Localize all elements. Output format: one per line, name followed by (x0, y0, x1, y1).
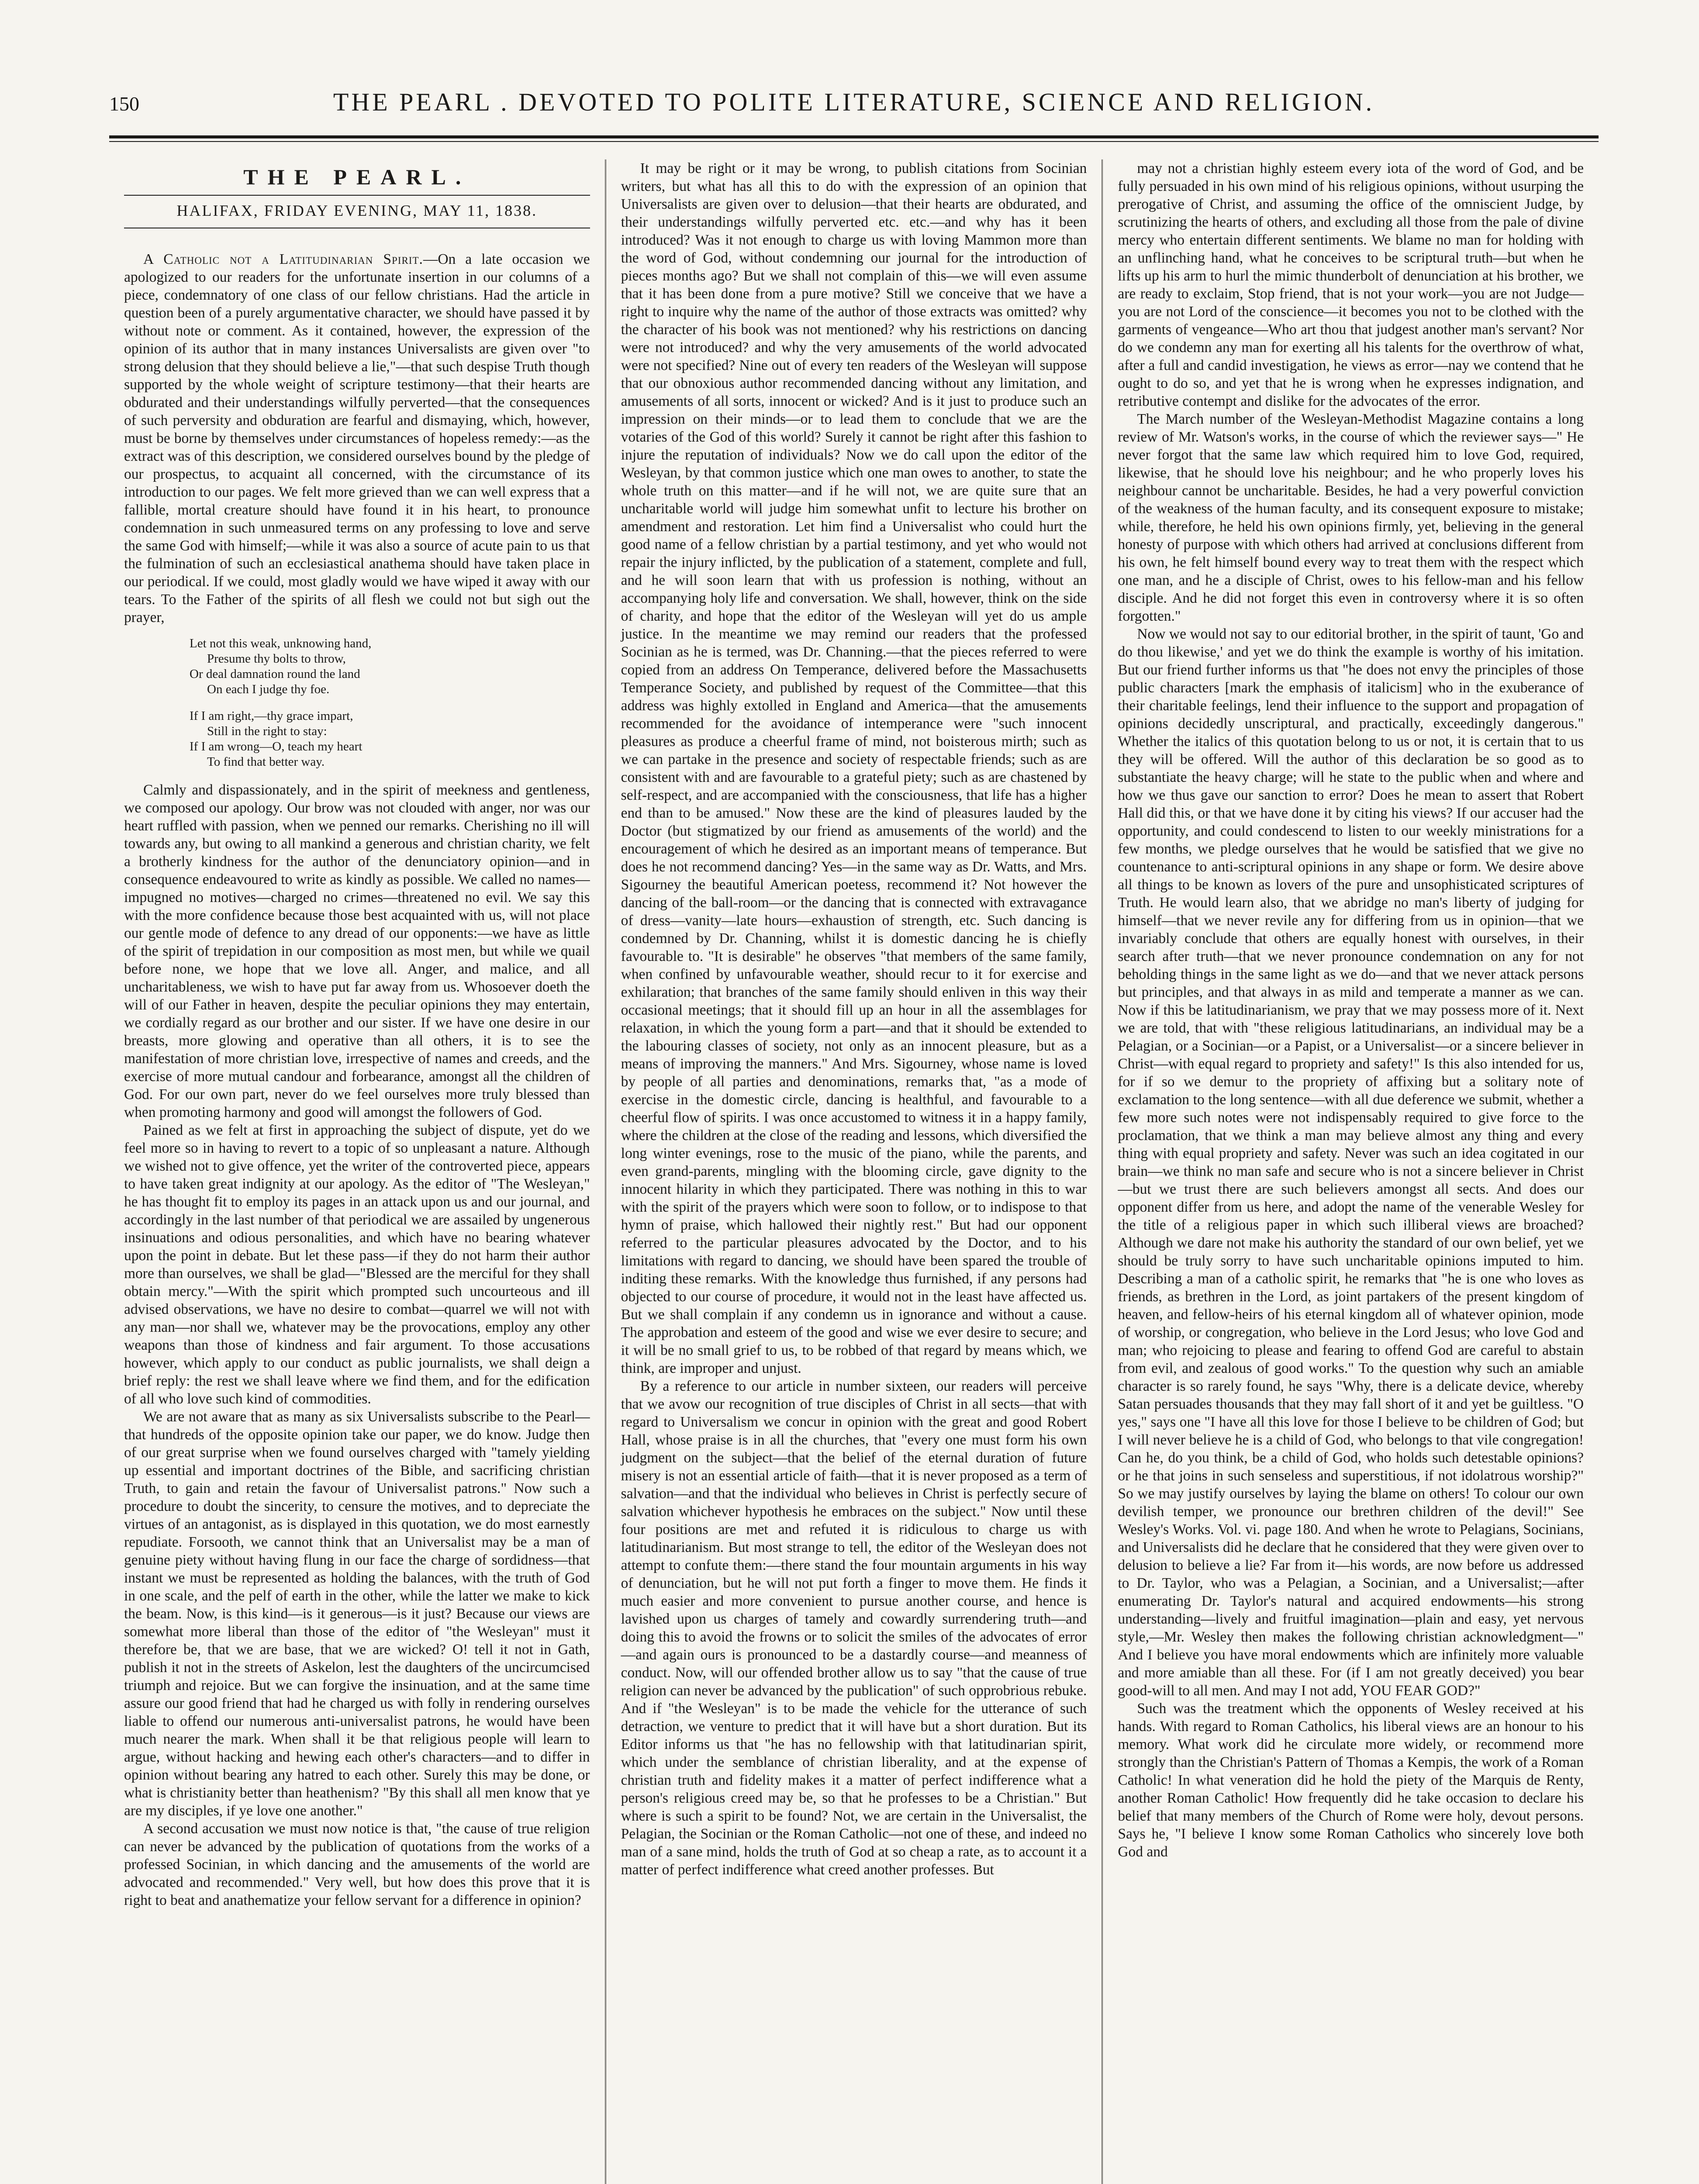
column-right (1102, 159, 1599, 2184)
page-number: 150 (109, 93, 139, 115)
article-paragraph: Calmly and dispassionately, and in the spirit of meekness and gentleness, we composed our apology. Our brow was not clouded with anger, nor was our heart ruffled with passion, when we penned our remarks. Cherishing no ill will towards any, but owing to all mankind a generous and christian charity, we felt a brotherly kindness for the author of the denunciatory opinion—and in consequence endeavoured to write as kindly as possible. We called no names—impugned no motives—charged no crimes—threatened no evil. We say this with the more confidence because those best acquainted with us, will not place our gentle mode of defence to any dread of our opponents:—we have as little of the spirit of trepidation in our composition as most men, but while we quail before none, we hope that we love all. Anger, and malice, and all uncharitableness, we wish to have put far away from us. Whosoever doeth the will of our Father in heaven, despite the peculiar opinions they may entertain, we cordially regard as our brother and our sister. If we have one desire in our breasts, more glowing and operative than all others, it is to see the manifestation of more christian love, irrespective of names and creeds, and the exercise of more mutual candour and forbearance, amongst all the children of God. For our own part, never do we feel ourselves more truly blessed than when promoting harmony and good will amongst the followers of God. (124, 782, 590, 1120)
running-title: THE PEARL . DEVOTED TO POLITE LITERATURE, SCIENCE AND RELIGION. (333, 88, 1375, 116)
columns (109, 159, 1599, 2184)
article-paragraph: Pained as we felt at first in approaching the subject of dispute, yet do we feel more so in having to revert to a topic of so unpleasant a nature. Although we wished not to give offence, yet the writer of the controverted piece, appears to have taken great indignity at our apology. As the editor of "The Wesleyan," he has thought fit to employ its pages in an attack upon us and our journal, and accordingly in the last number of that periodical we are assailed by ungenerous insinuations and odious personalities, and which have no bearing whatever upon the point in debate. But let these pass—if they do not harm their author more than ourselves, we shall be glad—"Blessed are the merciful for they shall obtain mercy."—With the spirit which prompted such uncourteous and ill advised observations, we have no desire to combat—quarrel we will not with any man—nor shall we, whatever may be the provocations, employ any other weapons than those of kindness and fair argument. To those accusations however, which apply to our conduct as public journalists, we shall deign a brief reply: the rest we shall leave where we find them, and for the edification of all who love such kind of commodities. (124, 1122, 590, 1407)
article-paragraph: Such was the treatment which the opponents of Wesley received at his hands. With regard to Roman Catholics, his liberal views are an honour to his memory. What work did he circulate more widely, or recommend more strongly than the Christian's Pattern of Thomas a Kempis, the work of a Roman Catholic! In what veneration did he hold the piety of the Marquis de Renty, another Roman Catholic! How frequently did he take occasion to declare his belief that many members of the Church of Rome were holy, devout persons. Says he, "I believe I know some Roman Catholics who sincerely love both God and (1118, 1700, 1584, 1860)
verse-line: To find that better way. (207, 755, 325, 769)
column-middle (605, 159, 1102, 2184)
article-catholic-spirit-p1 (124, 250, 590, 626)
verse-quotation (190, 636, 590, 770)
verse-stanza-break (190, 697, 590, 708)
verse-line: Presume thy bolts to throw, (207, 652, 346, 666)
dateline: HALIFAX, FRIDAY EVENING, MAY 11, 1838. (124, 195, 590, 228)
masthead-title: THE PEARL. (243, 165, 471, 189)
verse-line: Still in the right to stay: (207, 724, 327, 738)
verse-line: If I am right,—thy grace impart, (190, 709, 353, 723)
article-paragraph: We are not aware that as many as six Universalists subscribe to the Pearl—that hundreds of the opposite opinion take our paper, we do know. Judge then of our great surprise when we found ourselves charged with "tamely yielding up essential and important doctrines of the Bible, and sacrificing christian Truth, to gain and retain the favour of Universalist patrons." Now such a procedure to doubt the sincerity, to censure the motives, and to depreciate the virtues of an antagonist, as is displayed in this quotation, we do most earnestly repudiate. Forsooth, we cannot think that an Universalist may be a man of genuine piety without having flung in our face the charge of sordidness—that instant we must be represented as holding the balances, with the truth of God in one scale, and the pelf of earth in the other, while the latter we make to kick the beam. Now, is this kind—is it generous—is it just? Because our views are somewhat more liberal than those of the editor of "the Wesleyan" must it therefore be, that we are base, that we are wicked? O! tell it not in Gath, publish it not in the streets of Askelon, lest the daughters of the uncircumcised triumph and rejoice. But we can forgive the insinuation, and at the same time assure our good friend that had he charged us with folly in rendering ourselves liable to offend our numerous anti-universalist patrons, he would have been much nearer the mark. When shall it be that religious people will learn to argue, without hacking and hewing each other's characters—and to differ in opinion without bearing any hatred to each other. Surely this may be done, or what is christianity better than heathenism? "By this shall all men know that ye are my disciples, if ye love one another." (124, 1409, 590, 1819)
article-paragraph: Now we would not say to our editorial brother, in the spirit of taunt, 'Go and do thou likewise,' and yet we do think the example is worthy of his imitation. But our friend further informs us that "he does not envy the principles of those public characters [mark the emphasis of italicism] who in the exuberance of their charitable feelings, lend their influence to the support and propagation of opinions decidedly unscriptural, and practically, exceedingly dangerous." Whether the italics of this quotation belong to us or not, it is certain that to us they will be offered. Will the author of this declaration be so good as to substantiate the heavy charge; will he state to the public when and where and how we thus gave our sanction to error? Does he mean to assert that Robert Hall did this, or that we have done it by citing his views? If our accuser had the opportunity, and could condescend to listen to our weekly ministrations for a few months, we pledge ourselves that he would be satisfied that we give no countenance to anti-scriptural opinions in any shape or form. We desire above all things to be known as lovers of the pure and unsophisticated scriptures of Truth. He would learn also, that we abridge no man's liberty of judging for himself—that we never revile any for differing from us in opinion—that we invariably conclude that others are equally honest with ourselves, in their search after truth—that we never pronounce condemnation on any for not beholding things in the same light as we do—and that we never attack persons but principles, and that always in as mild and temperate a manner as we can. Now if this be latitudinarianism, we pray that we may possess more of it. Next we are told, that with "these religious latitudinarians, an individual may be a Pelagian, or a Socinian—or a Papist, or a Universalist—or a sincere believer in Christ—with equal regard to propriety and safety!" Is this also intended for us, for if so we demur to the propriety of affixing but a solitary note of exclamation to the long sentence—with all due deference we submit, whether a few more such notes were not indispensably required to give force to the proclamation, that we think a man may believe almost any thing and every thing with equal propriety and safety. Never was such an idea cogitated in our brain—we think no man safe and secure who is not a sincere believer in Christ—but we trust there are such believers amongst all sects. And does our opponent differ from us here, and adopt the name of the venerable Wesley for the title of a religious paper in which such illiberal views are broached? Although we dare not make his authority the standard of our own belief, yet we should be truly sorry to have such uncharitable opinions imputed to him. Describing a man of a catholic spirit, he remarks that "he is one who loves as friends, as brethren in the Lord, as joint partakers of the present kingdom of heaven, and fellow-heirs of his eternal kingdom all of whatever opinion, mode of worship, or congregation, who believe in the Lord Jesus; who love God and man; who rejoicing to please and fearing to offend God are careful to abstain from evil, and zealous of good works." To the question why such an amiable character is so rarely found, he says "Why, there is a delicate device, whereby Satan persuades thousands that they may fall short of it and yet be guiltless. "O yes," says one "I have all this love for those I believe to be children of God; but I will never believe he is a child of God, who belongs to that vile congregation! Can he, do you think, be a child of God, who holds such detestable opinions? or he that joins in such senseless and superstitious, if not idolatrous worship?" So we may justify ourselves by laying the blame on others! To colour our own devilish temper, we pronounce our brethren children of the devil!" See Wesley's Works. Vol. vi. page 180. And when he wrote to Pelagians, Socinians, and Universalists did he declare that he considered that they were given over to delusion to believe a lie? Far from it—his words, are now before us addressed to Dr. Taylor, who was a Pelagian, a Socinian, and a Universalist;—after enumerating Dr. Taylor's natural and acquired endowments—his strong understanding—lively and fruitful imagination—plain and easy, yet nervous style,—Mr. Wesley then makes the following christian acknowledgment—" And I believe you have moral endowments which are infinitely more valuable and more amiable than all these. For (if I am not greatly deceived) you bear good-will to all men. And may I not add, YOU FEAR GOD?" (1118, 626, 1584, 1699)
article-heading: A Catholic not a Latitudinarian Spirit. (143, 251, 423, 267)
article-paragraph: A second accusation we must now notice is that, "the cause of true religion can never be advanced by the publication of quotations from the works of a professed Socinian, in which dancing and the amusements of the world are advocated and recommended." Very well, but how does this prove that it is right to beat and anathematize your fellow servant for a difference in opinion? (124, 1821, 590, 1908)
verse-line: Or deal damnation round the land (190, 667, 360, 681)
verse-line: If I am wrong—O, teach my heart (190, 740, 363, 753)
article-paragraph: By a reference to our article in number sixteen, our readers will perceive that we avow our recognition of true disciples of Christ in all sects—that with regard to Universalism we concur in opinion with the great and good Robert Hall, whose praise is in all the churches, that "every one must form his own judgment on the subject—that the belief of the eternal duration of future misery is not an essential article of faith—that it is never proposed as a term of salvation—and that the individual who believes in Christ is perfectly secure of salvation whichever hypothesis he embraces on the subject." Now until these four positions are met and refuted it is ridiculous to charge us with latitudinarianism. But most strange to tell, the editor of the Wesleyan does not attempt to confute them:—there stand the four mountain arguments in his way of denunciation, but he will not put forth a finger to move them. He finds it much easier and more convenient to pursue another course, and hence is lavished upon us charges of tamely and cowardly surrendering truth—and doing this to avoid the frowns or to solicit the smiles of the advocates of error—and again ours is pronounced to be a dastardly course—and meanness of conduct. Now, will our offended brother allow us to say "that the cause of true religion can never be advanced by the publication" of such opprobrious rebuke. And if "the Wesleyan" is to be made the vehicle for the utterance of such detraction, we venture to predict that it will have but a short duration. But its Editor informs us that "he has no fellowship with that latitudinarian spirit, which under the semblance of christian liberality, and at the expense of christian truth and fidelity makes it a matter of perfect indifference what a person's religious creed may be, so that he professes to be a Christian." But where is such a spirit to be found? Not, we are certain in the Universalist, the Pelagian, the Socinian or the Roman Catholic—not one of these, and indeed no man of a sane mind, holds the truth of God at so cheap a rate, as to account it a matter of perfect indifference what creed another professes. But (621, 1378, 1087, 1878)
running-head (109, 87, 1599, 135)
verse-line: Let not this weak, unknowing hand, (190, 636, 372, 650)
verse-line: On each I judge thy foe. (207, 682, 330, 696)
header-rule (109, 135, 1599, 142)
article-paragraph: The March number of the Wesleyan-Methodist Magazine contains a long review of Mr. Watson's works, in the course of which the reviewer says—" He never forgot that the same law which required him to love God, required, likewise, that he should love his neighbour; and he who properly loves his neighbour cannot be uncharitable. Besides, he had a very powerful conviction of the weakness of the human faculty, and its consequent exposure to mistake; while, therefore, he held his own opinions firmly, yet, believing in the general honesty of purpose with which others had arrived at conclusions different from his own, he felt himself bound every way to treat them with the respect which one man, and he a disciple of Christ, owes to his fellow-man and his fellow disciple. And he did not forget this even in controversy where it is so often forgotten." (1118, 411, 1584, 624)
article-paragraph: may not a christian highly esteem every iota of the word of God, and be fully persuaded in his own mind of his religious opinions, without usurping the prerogative of Christ, and assuming the office of the omniscient Judge, by scrutinizing the hearts of others, and excluding all those from the pale of divine mercy who entertain different sentiments. We blame no man for holding with an unflinching hand, what he conceives to be scriptural truth—but when he lifts up his arm to hurl the mimic thunderbolt of denunciation at his brother, we are ready to exclaim, Stop friend, that is not your work—you are not Judge—you are not Lord of the conscience—it becomes you not to be clothed with the garments of vengeance—Who art thou that judgest another man's servant? Nor do we condemn any man for exerting all his talents for the overthrow of what, after a full and candid investigation, he views as error—nay we contend that he ought to do so, and yet that he is wrong when he expresses indignation, and retributive contempt and dislike for the advocates of the error. (1118, 160, 1584, 409)
article-paragraph: It may be right or it may be wrong, to publish citations from Socinian writers, but what has all this to do with the expression of an opinion that Universalists are given over to delusion—that their hearts are obdurated, and their understandings wilfully perverted etc. etc.—and why has it been introduced? Was it not enough to charge us with loving Mammon more than the word of God, without condemning our journal for the introduction of pieces months ago? But we shall not complain of this—we will even assume that it has been done from a pure motive? Still we conceive that we have a right to inquire why the name of the author of those extracts was omitted? why the character of his book was not mentioned? why his restrictions on dancing were not introduced? and why the very amusements of the world advocated were not specified? Nine out of every ten readers of the Wesleyan will suppose that our obnoxious author recommended dancing without any limitation, and amusements of all sorts, innocent or wicked? And is it just to produce such an impression on their minds—or to lead them to conclude that we are the votaries of the God of this world? Surely it cannot be right after this fashion to injure the reputation of individuals? Now we do call upon the editor of the Wesleyan, by that common justice which one man owes to another, to state the whole truth on this matter—and if he will not, we are quite sure that an uncharitable world will judge him somewhat unfit to lecture his brother on amendment and restoration. Let him find a Universalist who could hurt the good name of a fellow christian by a partial testimony, and yet who would not repair the injury inflicted, by the publication of a statement, complete and full, and he will soon learn that with us profession is nothing, without an accompanying holy life and conversation. We shall, however, think on the side of charity, and hope that the editor of the Wesleyan will yet do us ample justice. In the meantime we may remind our readers that the professed Socinian as he is termed, was Dr. Channing.—that the pieces referred to were copied from an address On Temperance, delivered before the Massachusetts Temperance Society, and published by request of the Committee—that this address was highly extolled in England and America—that the amusements recommended for the avoidance of intemperance were "such innocent pleasures as produce a cheerful frame of mind, not boisterous mirth; such as we can partake in the presence and society of respectable friends; such as are consistent with and are favourable to a grateful piety; such as are chastened by self-respect, and are accompanied with the consciousness, that life has a higher end than to be amused." Now these are the kind of pleasures lauded by the Doctor (but stigmatized by our friend as amusements of the world) and the encouragement of which he desired as an important means of temperance. But does he not recommend dancing? Yes—in the same way as Dr. Watts, and Mrs. Sigourney the beautiful American poetess, recommend it? Not however the dancing of the ball-room—or the dancing that is connected with extravagance of dress—vanity—late hours—exhaustion of strength, etc. Such dancing is condemned by Dr. Channing, whilst it is domestic dancing he is chiefly favourable to. "It is desirable" he observes "that members of the same family, when confined by unfavourable weather, should recur to it for exercise and exhilaration; that branches of the same family should enliven in this way their occasional meetings; that it should fill up an hour in all the assemblages for relaxation, in which the young form a part—and that it should be extended to the labouring classes of society, not only as an innocent pleasure, but as a means of improving the manners." And Mrs. Sigourney, whose name is loved by people of all parties and denominations, remarks that, "as a mode of exercise in the domestic circle, dancing is healthful, and favourable to a cheerful flow of spirits. I was once accustomed to witness it in a happy family, where the children at the close of the reading and lessons, which diversified the long winter evenings, rose to the music of the piano, while the parents, and even grand-parents, mingling with the blooming circle, gave dignity to the innocent hilarity in which they participated. There was nothing in this to war with the spirit of the prayers which were soon to follow, or to indispose to that hymn of praise, which hallowed their nightly rest." But had our opponent referred to the particular pleasures advocated by the Doctor, and to his limitations with regard to dancing, we should have been spared the trouble of inditing these remarks. With the knowledge thus furnished, if any persons had objected to our course of procedure, it would not in the least have affected us. But we shall complain if any condemn us in ignorance and without a cause. The approbation and esteem of the good and wise we ever desire to secure; and it will be no small grief to us, to be robbed of that regard by means which, we think, are improper and unjust. (621, 160, 1087, 1376)
article-text: —On a late occasion we apologized to our readers for the unfortunate insertion in our columns of a piece, condemnatory of one class of our fellow christians. Had the article in question been of a purely argumentative character, we should have passed it by without note or comment. As it contained, however, the expression of the opinion of its author that in many instances Universalists are given over "to strong delusion that they should believe a lie,"—that such despise Truth though supported by the whole weight of scripture testimony—that their hearts are obdurated and their understandings wilfully perverted—that the consequences of such perversity and obduration are fearful and dismaying, which, however, must be borne by themselves under circumstances of hopeless remedy:—as the extract was of this description, we considered ourselves bound by the pledge of our prospectus, to acquaint all concerned, with the circumstance of its introduction to our pages. We felt more grieved than we can well express that a fallible, mortal creature should have found it in his heart, to pronounce condemnation in such unmeasured terms on any professing to love and serve the same God with himself;—while it was also a source of acute pain to us that the fulmination of such an ecclesiastical anathema should have taken place in our periodical. If we could, most gladly would we have wiped it away with our tears. To the Father of the spirits of all flesh we could not but sigh out the prayer, (124, 251, 590, 625)
column-left (109, 159, 605, 2184)
